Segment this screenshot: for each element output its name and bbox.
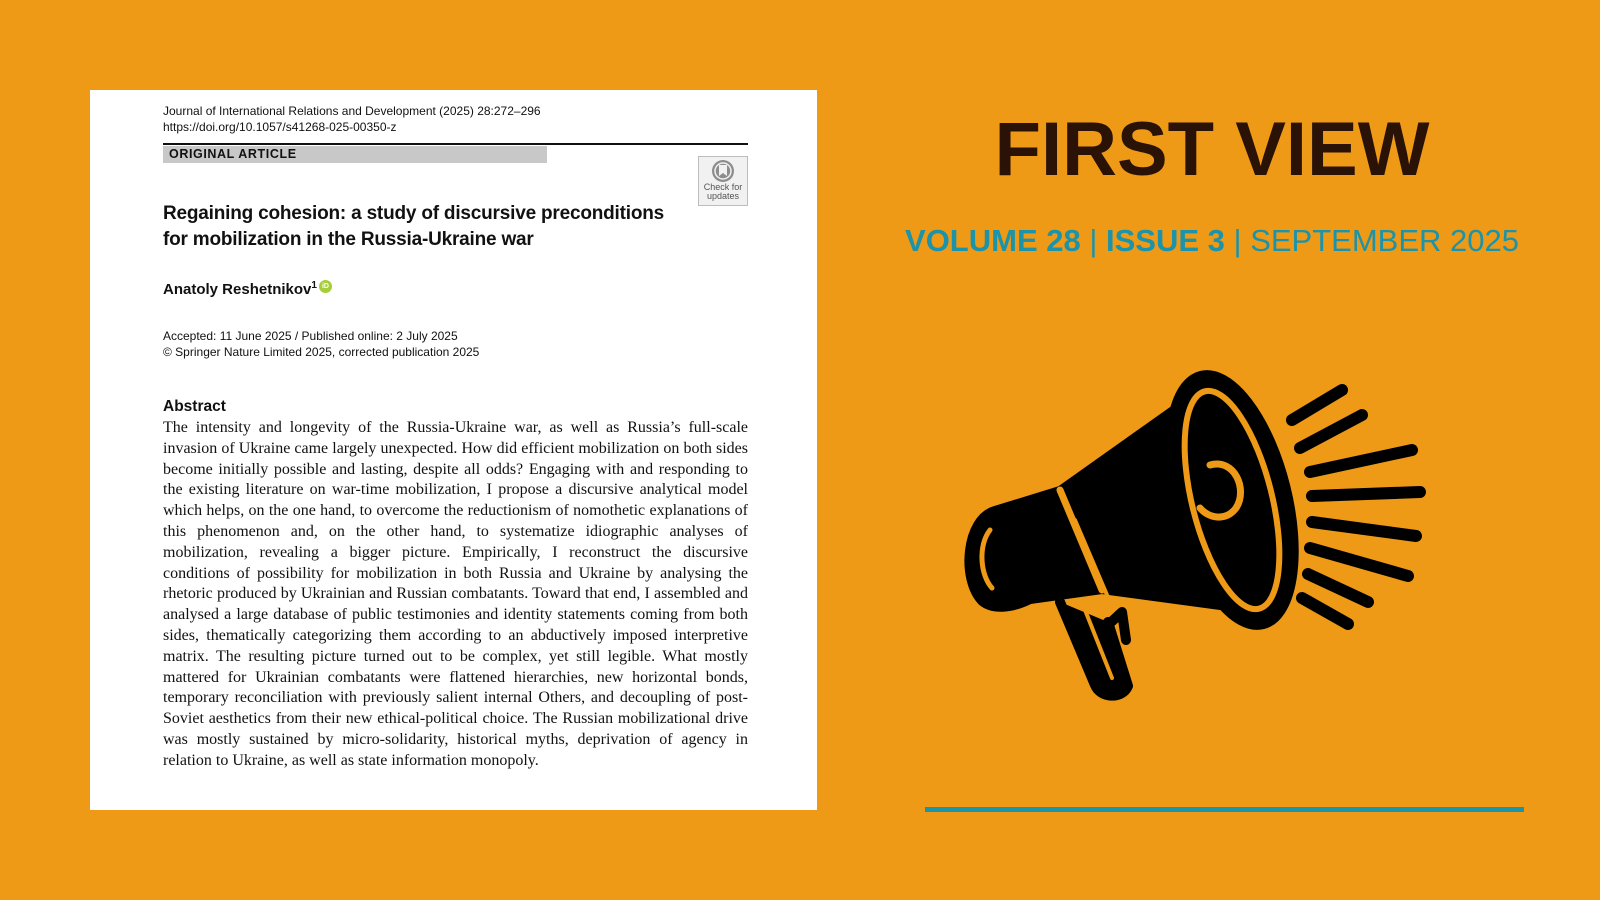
article-first-page (90, 90, 817, 810)
dates-line-1: Accepted: 11 June 2025 / Published online: 2 July 2025 (163, 329, 458, 343)
issue-info (900, 221, 1524, 261)
article-title (163, 201, 683, 253)
header-rule (163, 143, 748, 145)
check-for-updates-badge[interactable] (698, 156, 748, 206)
accent-divider (925, 807, 1524, 812)
issue-label: ISSUE 3 (1106, 223, 1225, 258)
orcid-icon[interactable] (319, 280, 332, 293)
separator-2: | (1224, 223, 1251, 258)
dates-line-2: © Springer Nature Limited 2025, corrected publication 2025 (163, 345, 480, 359)
abstract-heading: Abstract (163, 398, 226, 415)
check-updates-text-2: updates (706, 191, 740, 201)
check-updates-text-1: Check for (703, 182, 743, 192)
journal-citation: Journal of International Relations and Development (2025) 28:272–296 (163, 104, 541, 118)
author (163, 280, 332, 298)
bookmark-icon (710, 159, 736, 183)
megaphone-icon (950, 340, 1450, 720)
author-name: Anatoly Reshetnikov (163, 281, 312, 298)
author-affiliation-mark: 1 (311, 280, 317, 291)
journal-header (163, 103, 748, 135)
title-line-2: for mobilization in the Russia-Ukraine war (163, 229, 534, 250)
date-label: SEPTEMBER 2025 (1250, 223, 1519, 258)
abstract-text: The intensity and longevity of the Russia-Ukraine war, as well as Russia’s full-scale invasion of Ukraine came largely unexpected. How did efficient mobilization on both sides become initially possible and lasting, despite all odds? Engaging with and responding to the existing literature on war-time mobilization, I propose a discursive analytical model which helps, on the one hand, to overcome the reductionism of nomothetic explanations of this phenomenon and, on the other hand, to systematize idiographic analyses of mobilization, revealing a bigger picture. Empirically, I reconstruct the discursive conditions of possibility for mobilization in both Russia and Ukraine by analysing the rhetoric produced by Ukrainian and Russian combatants. Toward that end, I assembled and analysed a large database of public testimonies and identity statements coming from both sides, thematically categorizing them according to an abductively imposed interpretive matrix. The resulting picture turned out to be complex, yet still legible. What mostly mattered for Ukrainian combatants were flattened hierarchies, new horizontal bonds, temporary reconciliation with previously salient internal Others, and decoupling of post-Soviet aesthetics from their new ethical-political choice. The Russian mobilizational drive was mostly sustained by micro-solidarity, historical myths, deprivation of agency in relation to Ukraine, as well as state information monopoly. (163, 419, 748, 769)
title-line-1: Regaining cohesion: a study of discursive preconditions (163, 203, 665, 224)
publication-dates (163, 328, 479, 360)
article-type-label: ORIGINAL ARTICLE (163, 146, 547, 163)
doi-link[interactable]: https://doi.org/10.1057/s41268-025-00350-z (163, 120, 397, 134)
volume-label: VOLUME 28 (905, 223, 1081, 258)
first-view-heading: FIRST VIEW (994, 107, 1430, 192)
separator-1: | (1080, 223, 1107, 258)
